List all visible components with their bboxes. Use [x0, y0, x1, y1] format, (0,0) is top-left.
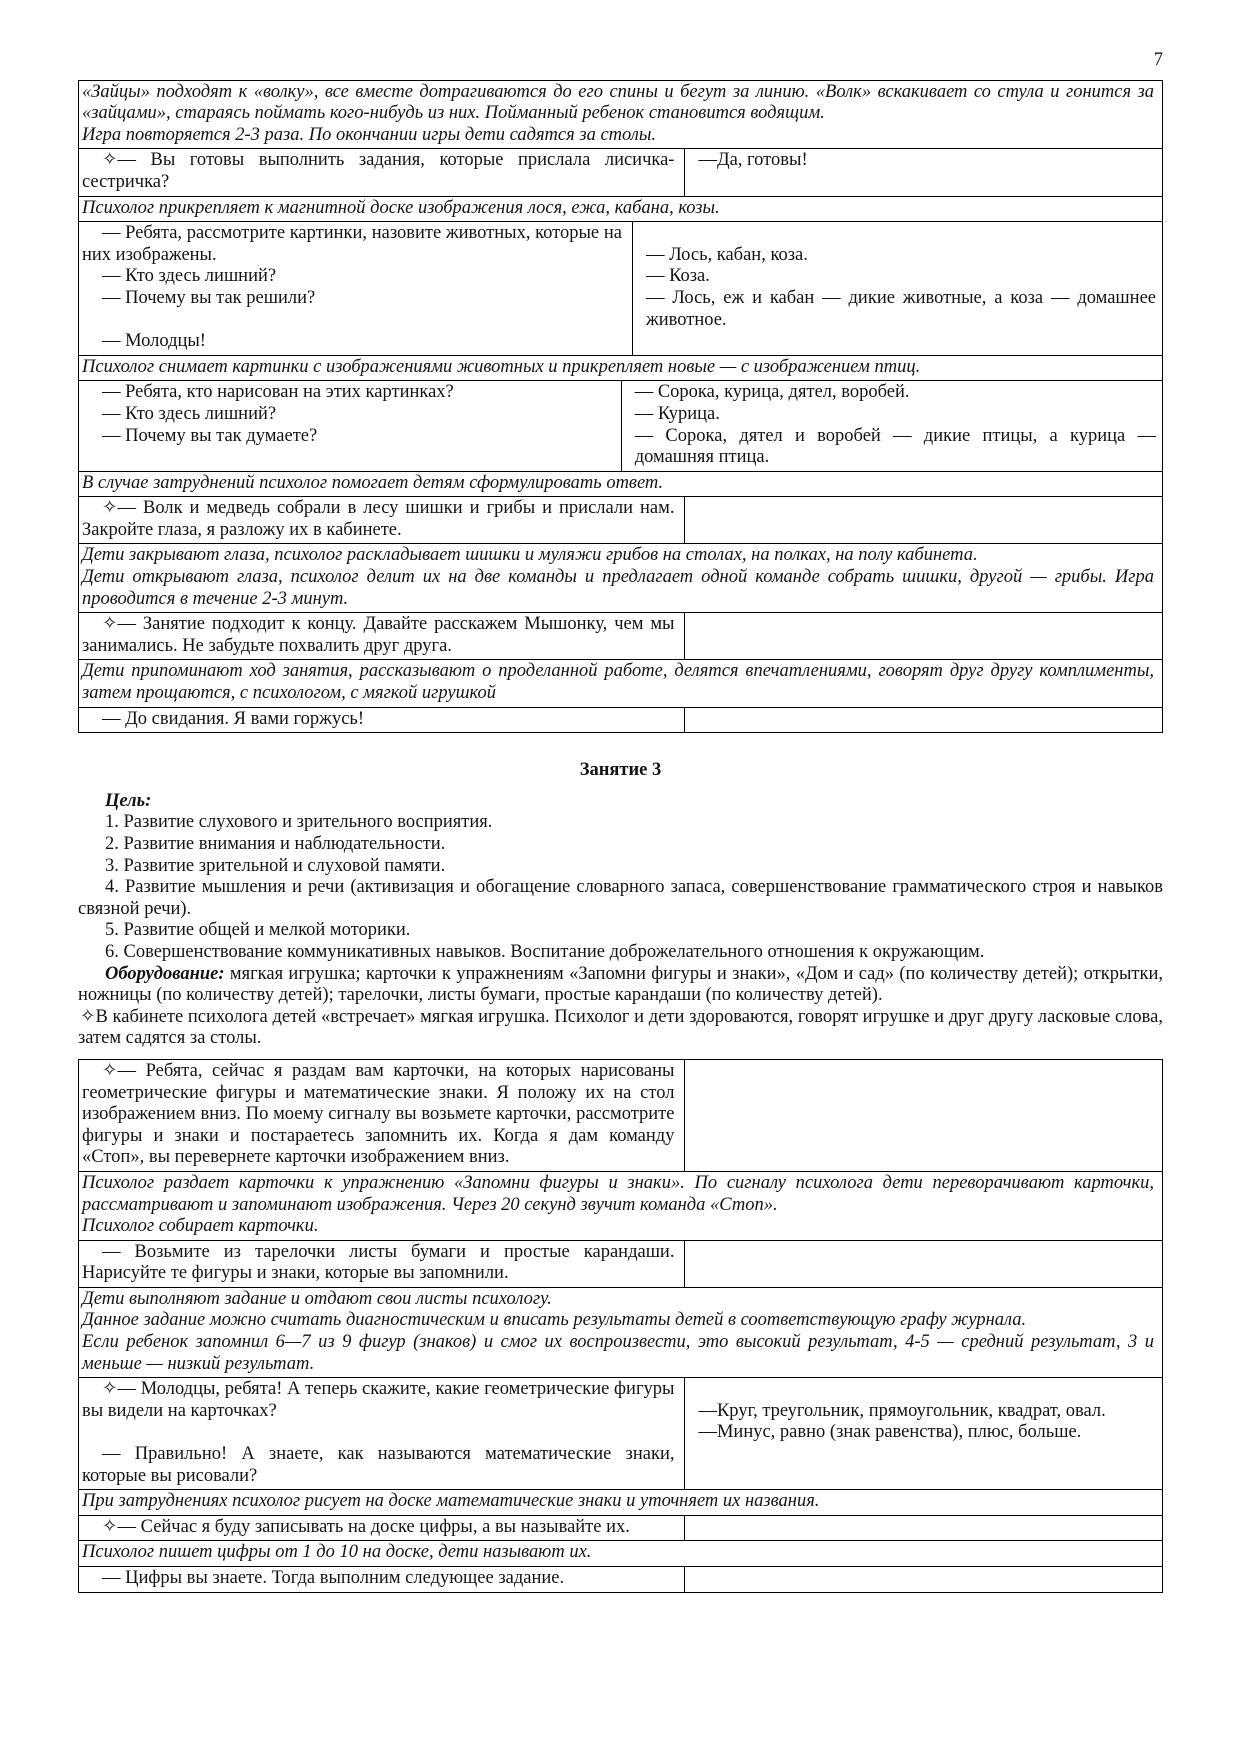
- psychologist-line: ✧— Ребята, сейчас я раздам вам карточки, на которых нарисованы геометрические фигуры и математические знаки. Я положу их на стол изображением вниз. По моему сигналу вы возьмете карточки, рассмотрите фигуры и знаки и постараетесь запомнить их. Когда я дам команду «Стоп», вы перевернете карточки изображением вниз.: [82, 1060, 675, 1168]
- psychologist-line: ✧— Сейчас я буду записывать на доске цифры, а вы называйте их.: [102, 1516, 630, 1537]
- psychologist-line: ✧— Молодцы, ребята! А теперь скажите, какие геометрические фигуры вы видели на карточках?: [82, 1379, 675, 1421]
- psychologist-line: — Почему вы так решили?: [102, 287, 316, 308]
- psychologist-speech-cell: [79, 708, 685, 733]
- stage-direction-cell: [79, 544, 1162, 612]
- psychologist-line: — Кто здесь лишний?: [102, 403, 277, 424]
- psychologist-line: — Цифры вы знаете. Тогда выполним следующее задание.: [102, 1568, 565, 1588]
- stage-direction-row: [79, 355, 1162, 381]
- stage-direction-cell: [79, 660, 1162, 706]
- stage-direction-row: [79, 471, 1162, 497]
- children-answer-cell: [685, 1567, 1162, 1592]
- children-answer-cell: [685, 1241, 1162, 1287]
- children-answer-cell: [685, 1060, 1162, 1171]
- psychologist-speech-cell: [79, 1060, 685, 1171]
- children-answer-line: — Сорока, дятел и воробей — дикие птицы, а курица — домашняя птица.: [634, 425, 1156, 468]
- children-answer-cell: [685, 613, 1162, 659]
- lesson-description: [78, 791, 1163, 1050]
- stage-direction-cell: [79, 1541, 1162, 1566]
- stage-direction-text: Дети припоминают ход занятия, рассказывают о проделанной работе, делятся впечатлениями, говорят друг другу комплименты, затем прощаются, с психологом, с мягкой игрушкой: [82, 661, 1154, 704]
- stage-direction-text: Дети закрывают глаза, психолог раскладывает шишки и муляжи грибов на столах, на полках, на полу кабинета.: [82, 545, 978, 566]
- psychologist-line: — Ребята, рассмотрите картинки, назовите животных, которые на них изображены.: [82, 223, 622, 265]
- page-number: 7: [1153, 50, 1163, 70]
- children-answer-cell: [685, 1516, 1162, 1541]
- stage-direction-row: [79, 1287, 1162, 1377]
- psychologist-speech-cell: [79, 1378, 685, 1489]
- dialog-row: [79, 380, 1162, 470]
- dialog-row: [79, 707, 1162, 733]
- stage-direction-cell: [79, 356, 1162, 381]
- children-answer-cell: [685, 149, 1162, 195]
- goal-label-paragraph: [78, 791, 1163, 813]
- dialog-row: [79, 148, 1162, 195]
- goal-item-6: 6. Совершенствование коммуникативных навыков. Воспитание доброжелательного отношения к окружающим.: [105, 941, 985, 962]
- stage-direction-text: При затруднениях психолог рисует на доске математические знаки и уточняет их названия.: [82, 1491, 820, 1512]
- dialog-row: [79, 1240, 1162, 1287]
- dialog-row: [79, 612, 1162, 659]
- children-answer-line: — Лось, кабан, коза.: [645, 244, 808, 265]
- psychologist-line: [82, 1422, 674, 1444]
- psychologist-line: ✧— Волк и медведь собрали в лесу шишки и грибы и прислали нам. Закройте глаза, я разложу их в кабинете.: [82, 498, 675, 540]
- stage-direction-cell: [79, 81, 1162, 149]
- children-answer-line: — Сорока, курица, дятел, воробей.: [634, 382, 910, 403]
- stage-direction-text: Если ребенок запомнил 6—7 из 9 фигур (знаков) и смог их воспроизвести, это высокий результат, 4-5 — средний результат, 3 и меньше — низкий результат.: [82, 1332, 1154, 1374]
- goal-item-2: 2. Развитие внимания и наблюдательности.: [105, 834, 446, 854]
- psychologist-line: — Почему вы так думаете?: [102, 425, 318, 446]
- psychologist-speech-cell: [79, 222, 633, 355]
- stage-direction-text: Данное задание можно считать диагностическим и вписать результаты детей в соответствующую графу журнала.: [82, 1310, 1027, 1331]
- dialog-row: [79, 1377, 1162, 1489]
- children-answer-cell: [685, 1378, 1162, 1489]
- psychologist-line: — Правильно! А знаете, как называются математические знаки, которые вы рисовали?: [82, 1444, 675, 1486]
- children-answer-line: —Да, готовы!: [698, 150, 808, 171]
- children-answer-cell: [622, 381, 1162, 470]
- stage-direction-text: Дети выполняют задание и отдают свои листы психологу.: [82, 1288, 552, 1309]
- children-answer-cell: [633, 222, 1162, 355]
- psychologist-line: — Молодцы!: [102, 331, 206, 352]
- children-answer-line: — Курица.: [634, 403, 720, 424]
- children-answer-line: — Коза.: [645, 266, 710, 287]
- stage-direction-text: Психолог пишет цифры от 1 до 10 на доске, дети называют их.: [82, 1542, 592, 1563]
- stage-direction-text: Психолог собирает карточки.: [82, 1216, 319, 1237]
- stage-direction-text: Дети открывают глаза, психолог делит их на две команды и предлагает одной команде собрать шишки, другой — грибы. Игра проводится в течение 2-3 минут.: [82, 567, 1154, 609]
- psychologist-line: [82, 310, 622, 332]
- section-title: Занятие 3: [579, 760, 662, 781]
- stage-direction-text: В случае затруднений психолог помогает детям сформулировать ответ.: [82, 472, 664, 493]
- children-answer-line: —Круг, треугольник, прямоугольник, квадрат, овал.: [698, 1400, 1106, 1421]
- stage-direction-row: [79, 659, 1162, 706]
- psychologist-speech-cell: [79, 1241, 685, 1287]
- stage-direction-cell: [79, 1490, 1162, 1515]
- lesson-intro-paragraph: ✧В кабинете психолога детей «встречает» мягкая игрушка. Психолог и дети здороваются, говорят игрушке и друг другу ласковые слова, затем садятся за столы.: [78, 1006, 1163, 1049]
- psychologist-speech-cell: [79, 149, 685, 195]
- goal-item-1: 1. Развитие слухового и зрительного восприятия.: [105, 812, 493, 833]
- goal-item-4: 4. Развитие мышления и речи (активизация и обогащение словарного запаса, совершенствование грамматического строя и навыков связной речи).: [78, 877, 1163, 919]
- lesson-dialog-table-1: [78, 80, 1163, 734]
- goal-item-5: 5. Развитие общей и мелкой моторики.: [105, 920, 411, 941]
- psychologist-line: — Возьмите из тарелочки листы бумаги и простые карандаши. Нарисуйте те фигуры и знаки, которые вы запомнили.: [82, 1241, 675, 1284]
- psychologist-line: ✧— Занятие подходит к концу. Давайте расскажем Мышонку, чем мы занимались. Не забудьте похвалить друг друга.: [82, 614, 675, 656]
- stage-direction-text: Игра повторяется 2-3 раза. По окончании игры дети садятся за столы.: [82, 124, 657, 145]
- psychologist-speech-cell: [79, 613, 685, 659]
- equipment-text: мягкая игрушка; карточки к упражнениям «Запомни фигуры и знаки», «Дом и сад» (по количеству детей); открытки, ножницы (по количеству детей); тарелочки, листы бумаги, простые карандаши (по количеству детей).: [78, 963, 1163, 1006]
- psychologist-line: — Ребята, кто нарисован на этих картинках?: [102, 382, 454, 403]
- psychologist-speech-cell: [79, 1567, 685, 1592]
- dialog-row: [79, 221, 1162, 355]
- stage-direction-cell: [79, 1172, 1162, 1240]
- psychologist-speech-cell: [79, 381, 622, 470]
- stage-direction-text: «Зайцы» подходят к «волку», все вместе дотрагиваются до его спины и бегут за линию. «Волк» вскакивает со стула и гонится за «зайцами», стараясь поймать кого-нибудь из них. Пойманный ребенок становится водящим.: [82, 81, 1154, 124]
- dialog-row: [79, 496, 1162, 543]
- stage-direction-cell: [79, 197, 1162, 222]
- psychologist-speech-cell: [79, 497, 685, 543]
- stage-direction-row: [79, 1171, 1162, 1240]
- stage-direction-row: [79, 1489, 1162, 1515]
- stage-direction-row: [79, 543, 1162, 612]
- psychologist-speech-cell: [79, 1516, 685, 1541]
- equipment-paragraph: [78, 964, 1163, 1007]
- goal-item-3: 3. Развитие зрительной и слуховой памяти.: [105, 855, 446, 876]
- stage-direction-cell: [79, 1288, 1162, 1377]
- children-answer-cell: [685, 497, 1162, 543]
- goal-label: Цель:: [105, 790, 152, 811]
- lesson-dialog-table-2: [78, 1059, 1163, 1593]
- dialog-row: [79, 1060, 1162, 1171]
- children-answer-line: — Лось, еж и кабан — дикие животные, а коза — домашнее животное.: [645, 287, 1156, 330]
- children-answer-cell: [685, 708, 1162, 733]
- stage-direction-text: Психолог снимает картинки с изображениями животных и прикрепляет новые — с изображением птиц.: [82, 356, 921, 377]
- stage-direction-row: [79, 196, 1162, 222]
- children-answer-line: [646, 223, 1156, 245]
- stage-direction-row: [79, 1540, 1162, 1566]
- children-answer-line: —Минус, равно (знак равенства), плюс, больше.: [698, 1422, 1082, 1443]
- psychologist-line: — Кто здесь лишний?: [102, 266, 277, 287]
- stage-direction-cell: [79, 472, 1162, 497]
- stage-direction-row: [79, 81, 1162, 149]
- dialog-row: [79, 1566, 1162, 1592]
- psychologist-line: — До свидания. Я вами горжусь!: [102, 708, 365, 729]
- dialog-row: [79, 1515, 1162, 1541]
- equipment-label: Оборудование:: [105, 963, 225, 984]
- children-answer-line: [698, 1379, 1156, 1401]
- stage-direction-text: Психолог прикрепляет к магнитной доске изображения лося, ежа, кабана, козы.: [82, 197, 720, 218]
- stage-direction-text: Психолог раздает карточки к упражнению «Запомни фигуры и знаки». По сигналу психолога дети переворачивают карточки, рассматривают и запоминают изображения. Через 20 секунд звучит команда «Стоп».: [82, 1172, 1154, 1215]
- psychologist-line: ✧— Вы готовы выполнить задания, которые прислала лисичка-сестричка?: [82, 150, 675, 192]
